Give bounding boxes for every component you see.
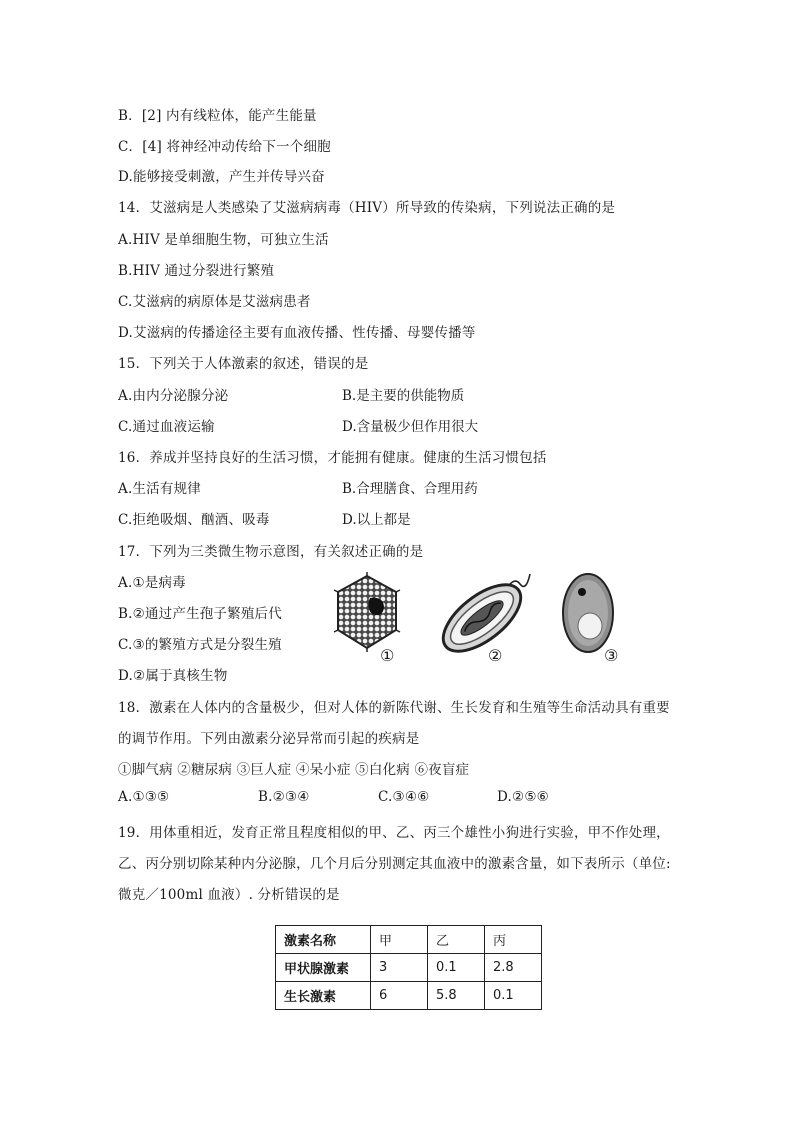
table-row (276, 982, 542, 1010)
q14-option-a: A.HIV 是单细胞生物，可独立生活 (118, 232, 329, 248)
q15-option-b: B.是主要的供能物质 (342, 388, 465, 404)
q18-option-c: C.③④⑥ (378, 789, 430, 805)
q18-option-b: B.②③④ (258, 789, 310, 805)
table-header-cell: 乙 (428, 926, 485, 954)
q13-option-d: D.能够接受刺激，产生并传导兴奋 (118, 169, 325, 185)
table-cell: 0.1 (428, 954, 485, 982)
fig-label-2: ② (488, 646, 503, 665)
q17-option-c: C.③的繁殖方式是分裂生殖 (118, 637, 282, 653)
fig-label-1: ① (380, 646, 395, 665)
hormone-table (275, 925, 542, 1010)
q17-option-b: B.②通过产生孢子繁殖后代 (118, 606, 282, 622)
table-cell: 5.8 (428, 982, 485, 1010)
q17-option-d: D.②属于真核生物 (118, 668, 228, 684)
virus-illustration (332, 572, 402, 652)
yeast-illustration (560, 570, 616, 656)
table-header-row (276, 926, 542, 954)
q16-option-b: B.合理膳食、合理用药 (342, 481, 478, 497)
table-cell: 3 (371, 954, 428, 982)
q16-option-c: C.拒绝吸烟、酗酒、吸毒 (118, 512, 270, 528)
q16-stem: 16．养成并坚持良好的生活习惯，才能拥有健康。健康的生活习惯包括 (118, 450, 547, 466)
q14-option-d: D.艾滋病的传播途径主要有血液传播、性传播、母婴传播等 (118, 325, 476, 341)
q15-option-c: C.通过血液运输 (118, 419, 215, 435)
q13-option-b: B．[2] 内有线粒体，能产生能量 (118, 108, 317, 124)
q15-option-d: D.含量极少但作用很大 (342, 419, 479, 435)
q18-disease-list: ①脚气病 ②糖尿病 ③巨人症 ④呆小症 ⑤白化病 ⑥夜盲症 (118, 762, 470, 778)
q14-option-b: B.HIV 通过分裂进行繁殖 (118, 263, 275, 279)
q19-stem-line3: 微克／100ml 血液）. 分析错误的是 (118, 887, 340, 903)
table-cell: 2.8 (485, 954, 542, 982)
table-header-cell: 丙 (485, 926, 542, 954)
table-cell: 生长激素 (276, 982, 371, 1010)
q18-option-d: D.②⑤⑥ (497, 789, 549, 805)
q19-stem-line2: 乙、丙分别切除某种内分泌腺，几个月后分别测定其血液中的激素含量，如下表所示（单位: (118, 856, 671, 872)
table-cell: 甲状腺激素 (276, 954, 371, 982)
q18-stem-line1: 18．激素在人体内的含量极少，但对人体的新陈代谢、生长发育和生殖等生命活动具有重要 (118, 700, 670, 716)
q18-stem-line2: 的调节作用。下列由激素分泌异常而引起的疾病是 (118, 731, 420, 747)
table-header-cell: 激素名称 (276, 926, 371, 954)
table-cell: 0.1 (485, 982, 542, 1010)
table-row (276, 954, 542, 982)
q14-stem: 14．艾滋病是人类感染了艾滋病病毒（HIV）所导致的传染病，下列说法正确的是 (118, 200, 616, 216)
q15-stem: 15．下列关于人体激素的叙述，错误的是 (118, 356, 369, 372)
table-cell: 6 (371, 982, 428, 1010)
bacterium-illustration (434, 568, 534, 660)
q15-option-a: A.由内分泌腺分泌 (118, 388, 229, 404)
fig-label-3: ③ (604, 646, 619, 665)
q19-stem-line1: 19．用体重相近，发育正常且程度相似的甲、乙、丙三个雄性小狗进行实验，甲不作处理， (118, 825, 670, 841)
q16-option-a: A.生活有规律 (118, 481, 201, 497)
microorganism-figure (326, 566, 626, 674)
q18-option-a: A.①③⑤ (118, 789, 170, 805)
table-header-cell: 甲 (371, 926, 428, 954)
q13-option-c: C．[4] 将神经冲动传给下一个细胞 (118, 139, 331, 155)
q17-option-a: A.①是病毒 (118, 575, 186, 591)
q16-option-d: D.以上都是 (342, 512, 411, 528)
q17-stem: 17．下列为三类微生物示意图，有关叙述正确的是 (118, 544, 424, 560)
q14-option-c: C.艾滋病的病原体是艾滋病患者 (118, 294, 311, 310)
